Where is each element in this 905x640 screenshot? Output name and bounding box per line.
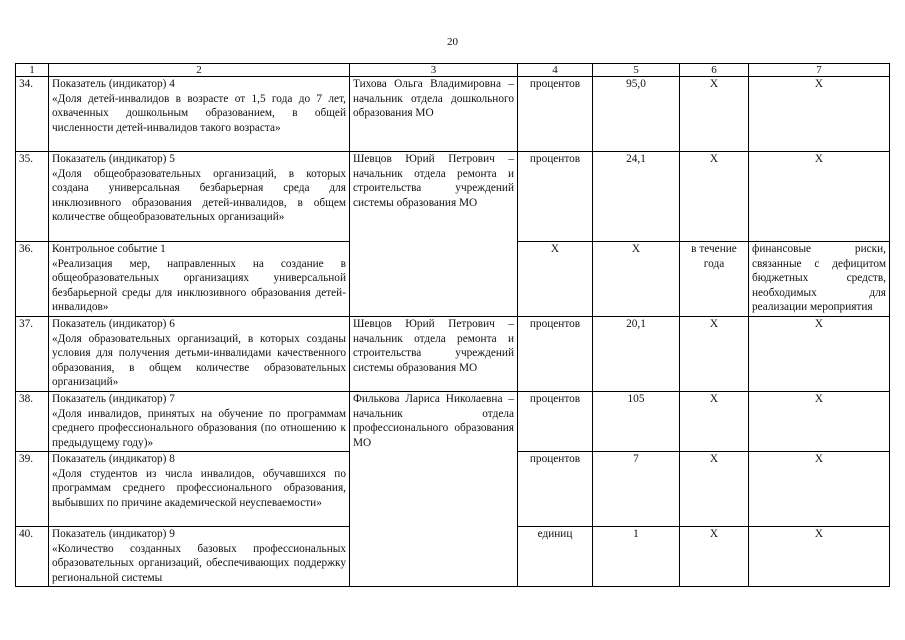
row-col6: Х: [680, 527, 749, 587]
row-col6: в течение года: [680, 242, 749, 317]
column-header: 5: [593, 64, 680, 77]
row-responsible: Шевцов Юрий Петрович – начальник отдела ремонта и строительства учреждений системы образования МО: [350, 152, 518, 317]
row-text: «Количество созданных базовых профессиональных образовательных организаций, обеспечивающих поддержку региональной системы: [52, 542, 346, 584]
row-title: Показатель (индикатор) 8: [52, 453, 175, 465]
row-col7: Х: [749, 452, 890, 527]
row-responsible: Тихова Ольга Владимировна – начальник отдела дошкольного образования МО: [350, 77, 518, 152]
row-number: 40.: [16, 527, 49, 587]
row-value: 7: [593, 452, 680, 527]
row-text: «Доля образовательных организаций, в которых созданы условия для получения детьми-инвалидами качественного образования, в общем количестве образовательных организаций»: [52, 332, 346, 388]
row-col7: Х: [749, 527, 890, 587]
row-title: Показатель (индикатор) 5: [52, 153, 175, 165]
row-title: Показатель (индикатор) 9: [52, 528, 175, 540]
row-col6: Х: [680, 452, 749, 527]
row-value: 1: [593, 527, 680, 587]
row-text: «Доля детей-инвалидов в возрасте от 1,5 года до 7 лет, охваченных дошкольным образованием, в общей численности детей-инвалидов такого возраста»: [52, 92, 346, 134]
row-value: 20,1: [593, 317, 680, 392]
row-unit: процентов: [518, 392, 593, 452]
table-row: [16, 392, 890, 452]
row-text: «Реализация мер, направленных на создание в общеобразовательных организациях универсальной безбарьерной среды для инклюзивного образования детей-инвалидов»: [52, 257, 346, 313]
column-header: 4: [518, 64, 593, 77]
row-col7: Х: [749, 77, 890, 152]
row-description: [49, 452, 350, 527]
row-col6: Х: [680, 317, 749, 392]
row-unit: процентов: [518, 77, 593, 152]
row-description: [49, 527, 350, 587]
row-responsible: Шевцов Юрий Петрович – начальник отдела ремонта и строительства учреждений системы образования МО: [350, 317, 518, 392]
row-col7: Х: [749, 392, 890, 452]
row-number: 38.: [16, 392, 49, 452]
column-header: 3: [350, 64, 518, 77]
column-header: 1: [16, 64, 49, 77]
row-unit: процентов: [518, 152, 593, 242]
row-description: [49, 392, 350, 452]
row-responsible: Филькова Лариса Николаевна – начальник отдела профессионального образования МО: [350, 392, 518, 587]
row-unit: процентов: [518, 317, 593, 392]
table-row: [16, 317, 890, 392]
row-description: [49, 152, 350, 242]
row-col7: Х: [749, 152, 890, 242]
row-title: Показатель (индикатор) 4: [52, 78, 175, 90]
row-value: 105: [593, 392, 680, 452]
row-col6: Х: [680, 152, 749, 242]
row-text: «Доля общеобразовательных организаций, в которых создана универсальная безбарьерная среда для инклюзивного образования детей-инвалидов, в общем количестве общеобразовательных организаций»: [52, 167, 346, 223]
row-title: Показатель (индикатор) 7: [52, 393, 175, 405]
row-number: 34.: [16, 77, 49, 152]
row-number: 37.: [16, 317, 49, 392]
row-number: 39.: [16, 452, 49, 527]
row-value: 95,0: [593, 77, 680, 152]
row-col6: Х: [680, 77, 749, 152]
column-header: 7: [749, 64, 890, 77]
column-number-row: [16, 64, 890, 77]
indicators-table: [15, 63, 890, 587]
row-value: 24,1: [593, 152, 680, 242]
column-header: 6: [680, 64, 749, 77]
row-text: «Доля инвалидов, принятых на обучение по программам среднего профессионального образования (по отношению к предыдущему году)»: [52, 407, 346, 449]
row-unit: единиц: [518, 527, 593, 587]
row-title: Контрольное событие 1: [52, 243, 166, 255]
row-text: «Доля студентов из числа инвалидов, обучавшихся по программам среднего профессионального образования, выбывших по причине академической неуспеваемости»: [52, 467, 346, 509]
row-number: 36.: [16, 242, 49, 317]
row-col7-risks: финансовые риски, связанные с дефицитом бюджетных средств, необходимых для реализации мероприятия: [749, 242, 890, 317]
row-title: Показатель (индикатор) 6: [52, 318, 175, 330]
row-description: [49, 77, 350, 152]
row-unit: процентов: [518, 452, 593, 527]
row-description: [49, 317, 350, 392]
row-unit: Х: [518, 242, 593, 317]
table-row: [16, 152, 890, 242]
page-number: 20: [447, 36, 458, 48]
row-value: Х: [593, 242, 680, 317]
column-header: 2: [49, 64, 350, 77]
row-col7: Х: [749, 317, 890, 392]
table-row: [16, 77, 890, 152]
row-description: [49, 242, 350, 317]
row-number: 35.: [16, 152, 49, 242]
row-col6: Х: [680, 392, 749, 452]
